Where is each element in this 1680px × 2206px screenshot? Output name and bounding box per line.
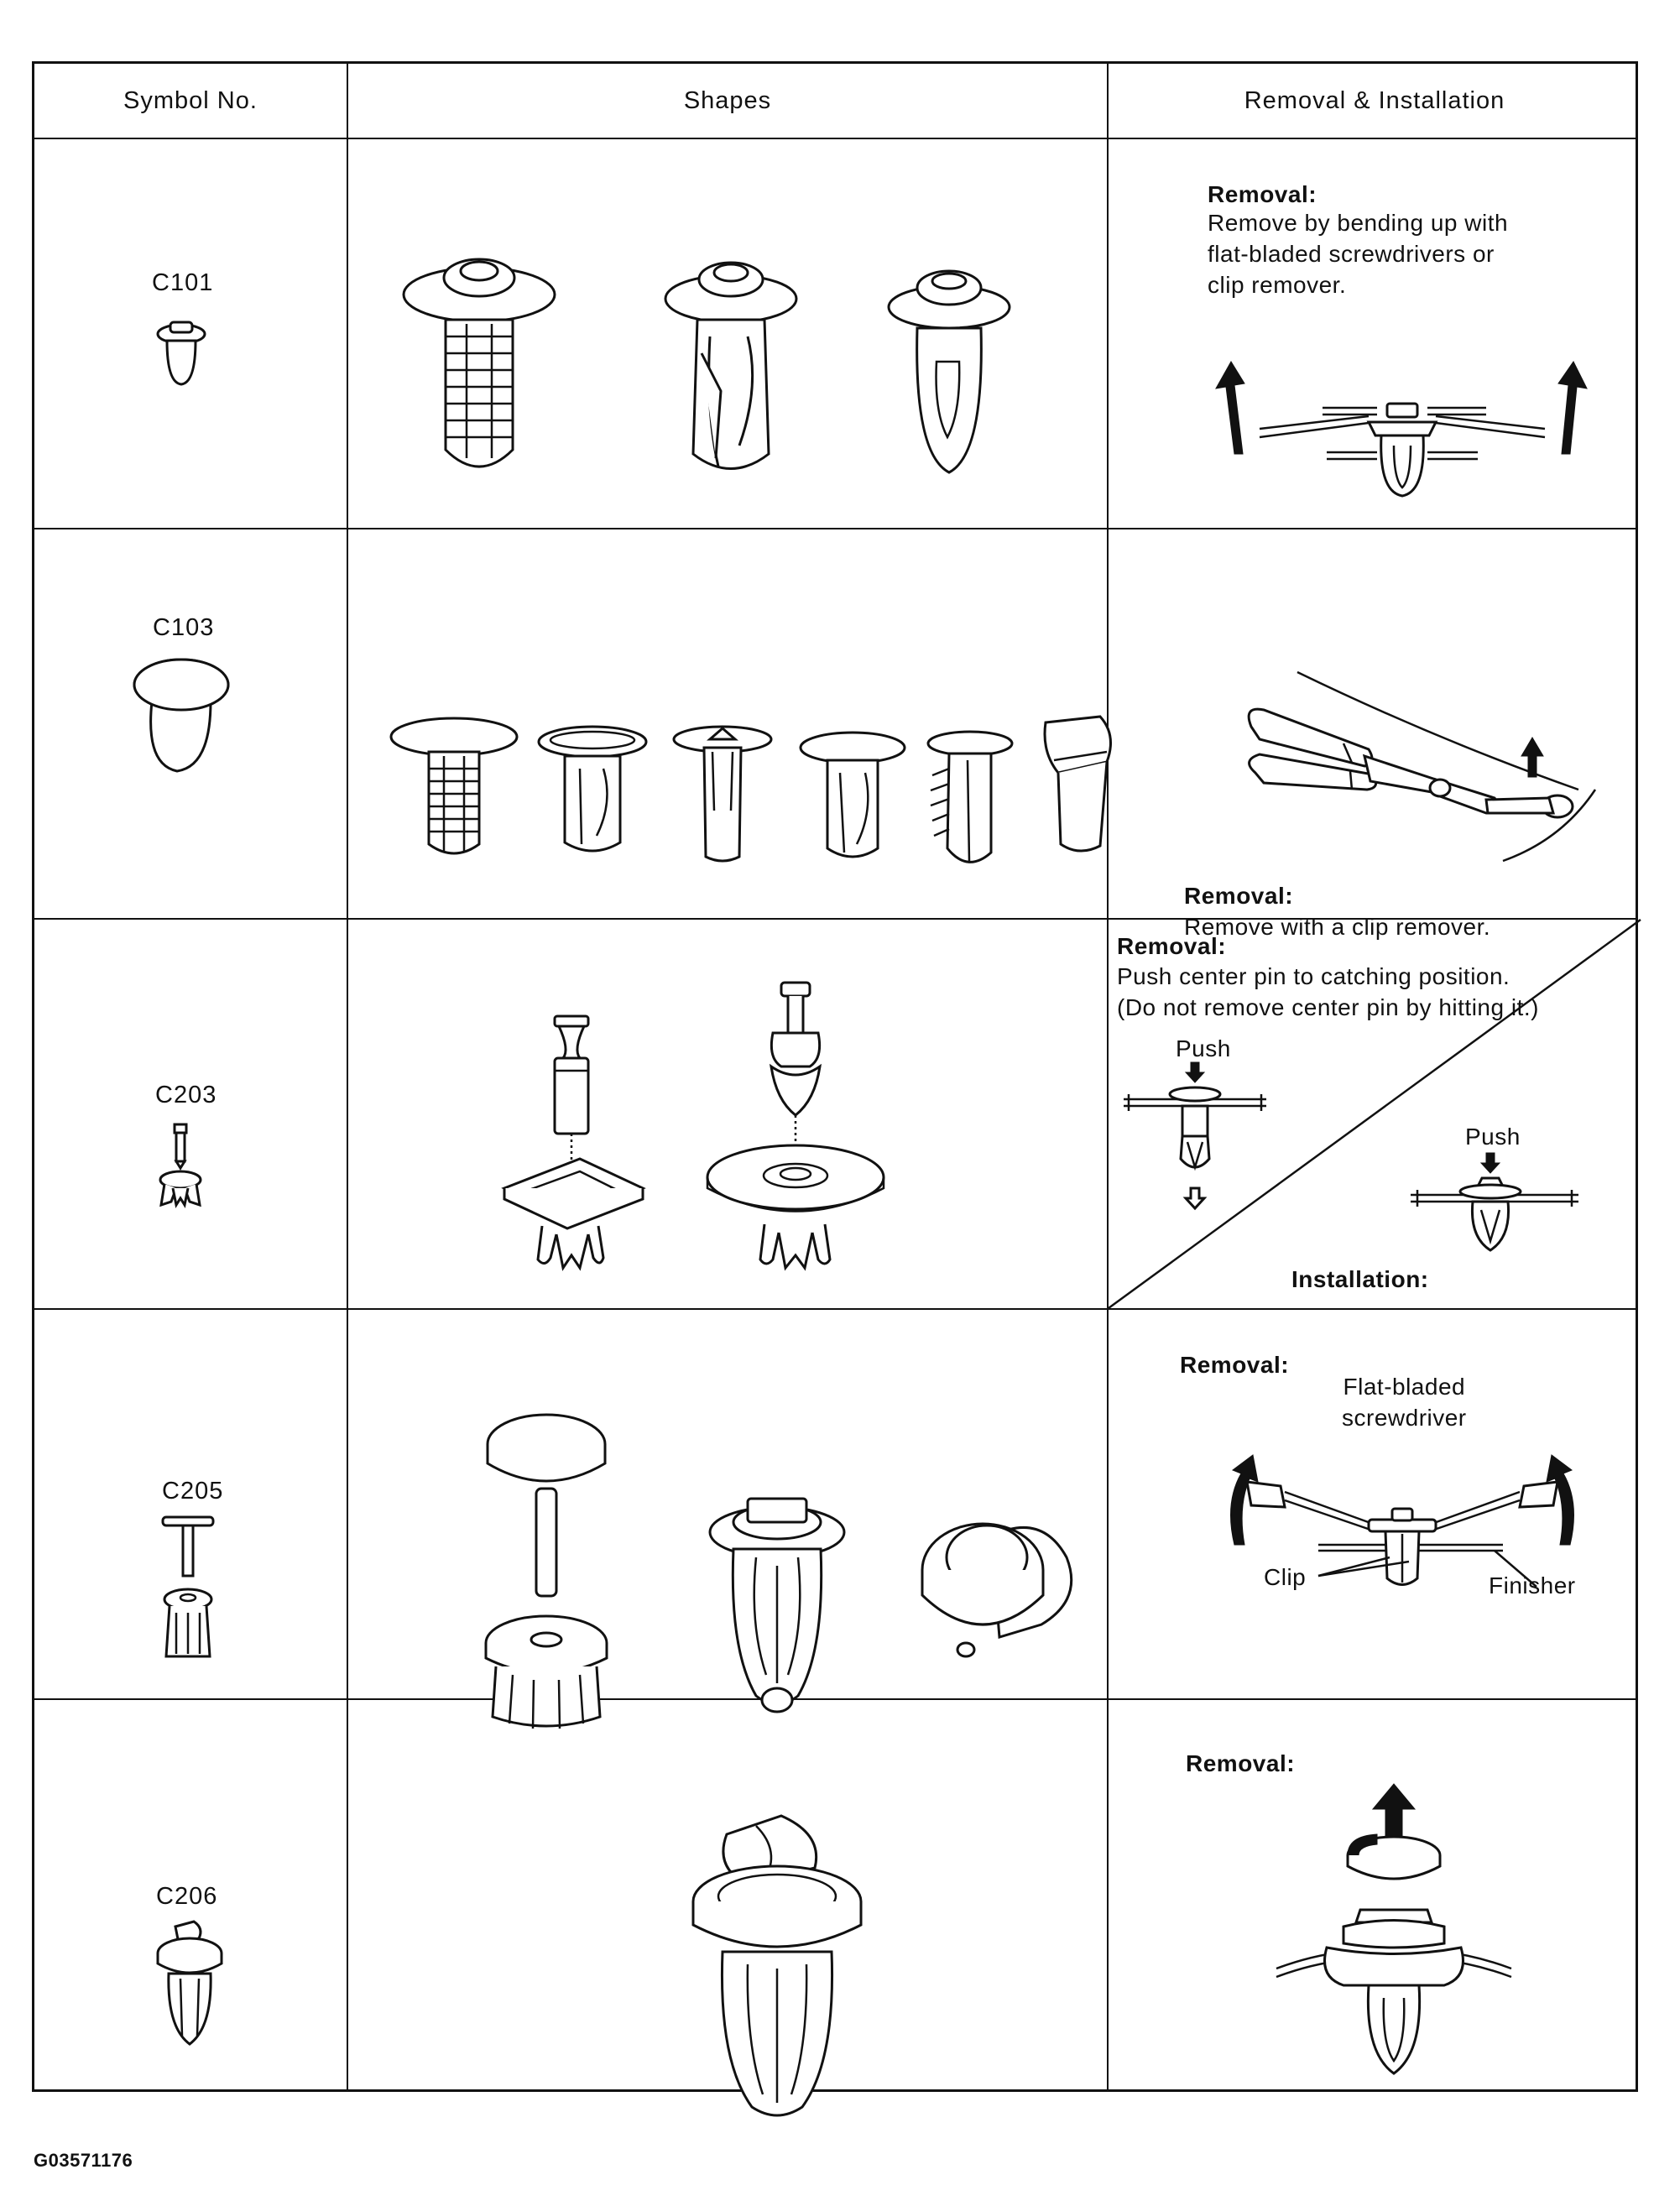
clip-reference-table: [32, 61, 1638, 2092]
clip-label: Clip: [1264, 1564, 1307, 1590]
row-divider: [34, 528, 1636, 529]
tool-label: Flat-bladed screwdriver: [1342, 1374, 1467, 1431]
removal-instructions: Remove with a clip remover.: [1184, 914, 1491, 940]
push-label: Push: [1465, 1124, 1521, 1150]
removal-heading: Removal:: [1180, 1352, 1290, 1378]
clip-shapes-illustration: [462, 1406, 1100, 1725]
removal-heading: Removal:: [1186, 1750, 1296, 1776]
clip-symbol-icon: [127, 655, 236, 781]
push-removal-diagram: [1124, 1062, 1266, 1218]
row-divider: [34, 138, 1636, 139]
twist-removal-diagram: [1276, 1776, 1511, 2094]
push-label: Push: [1176, 1035, 1231, 1061]
header-removal-installation: Removal & Installation: [1244, 86, 1505, 114]
installation-label: Installation:: [1291, 1266, 1429, 1292]
symbol-number: C101: [152, 269, 214, 296]
header-symbol-no: Symbol No.: [123, 86, 258, 114]
clip-symbol-icon: [156, 1515, 223, 1666]
clip-symbol-icon: [156, 1121, 206, 1213]
removal-heading: Removal:: [1208, 181, 1317, 207]
clip-shapes-illustration: [387, 244, 1083, 496]
clip-shapes-illustration: [504, 983, 974, 1310]
removal-instructions: Remove by bending up with flat-bladed screwdrivers or clip remover.: [1208, 210, 1509, 298]
clip-shapes-illustration: [370, 710, 1109, 878]
removal-instructions: Push center pin to catching position. (Do not remove center pin by hitting it.): [1117, 963, 1539, 1020]
removal-heading: Removal:: [1117, 933, 1227, 959]
removal-bend-diagram: [1201, 336, 1604, 496]
clip-symbol-icon: [152, 1918, 227, 2052]
clip-shapes-illustration: [681, 1809, 874, 2120]
clip-symbol-icon: [152, 316, 211, 391]
removal-heading: Removal:: [1184, 883, 1294, 909]
column-divider: [347, 64, 348, 2089]
push-installation-diagram: [1411, 1153, 1578, 1254]
symbol-number: C205: [162, 1478, 224, 1505]
symbol-number: C206: [156, 1883, 218, 1910]
figure-code: G03571176: [34, 2150, 133, 2171]
finisher-label: Finisher: [1489, 1572, 1576, 1598]
symbol-number: C203: [155, 1082, 217, 1108]
clip-remover-diagram: [1226, 672, 1629, 865]
symbol-number: C103: [153, 614, 215, 641]
header-shapes: Shapes: [683, 86, 772, 114]
